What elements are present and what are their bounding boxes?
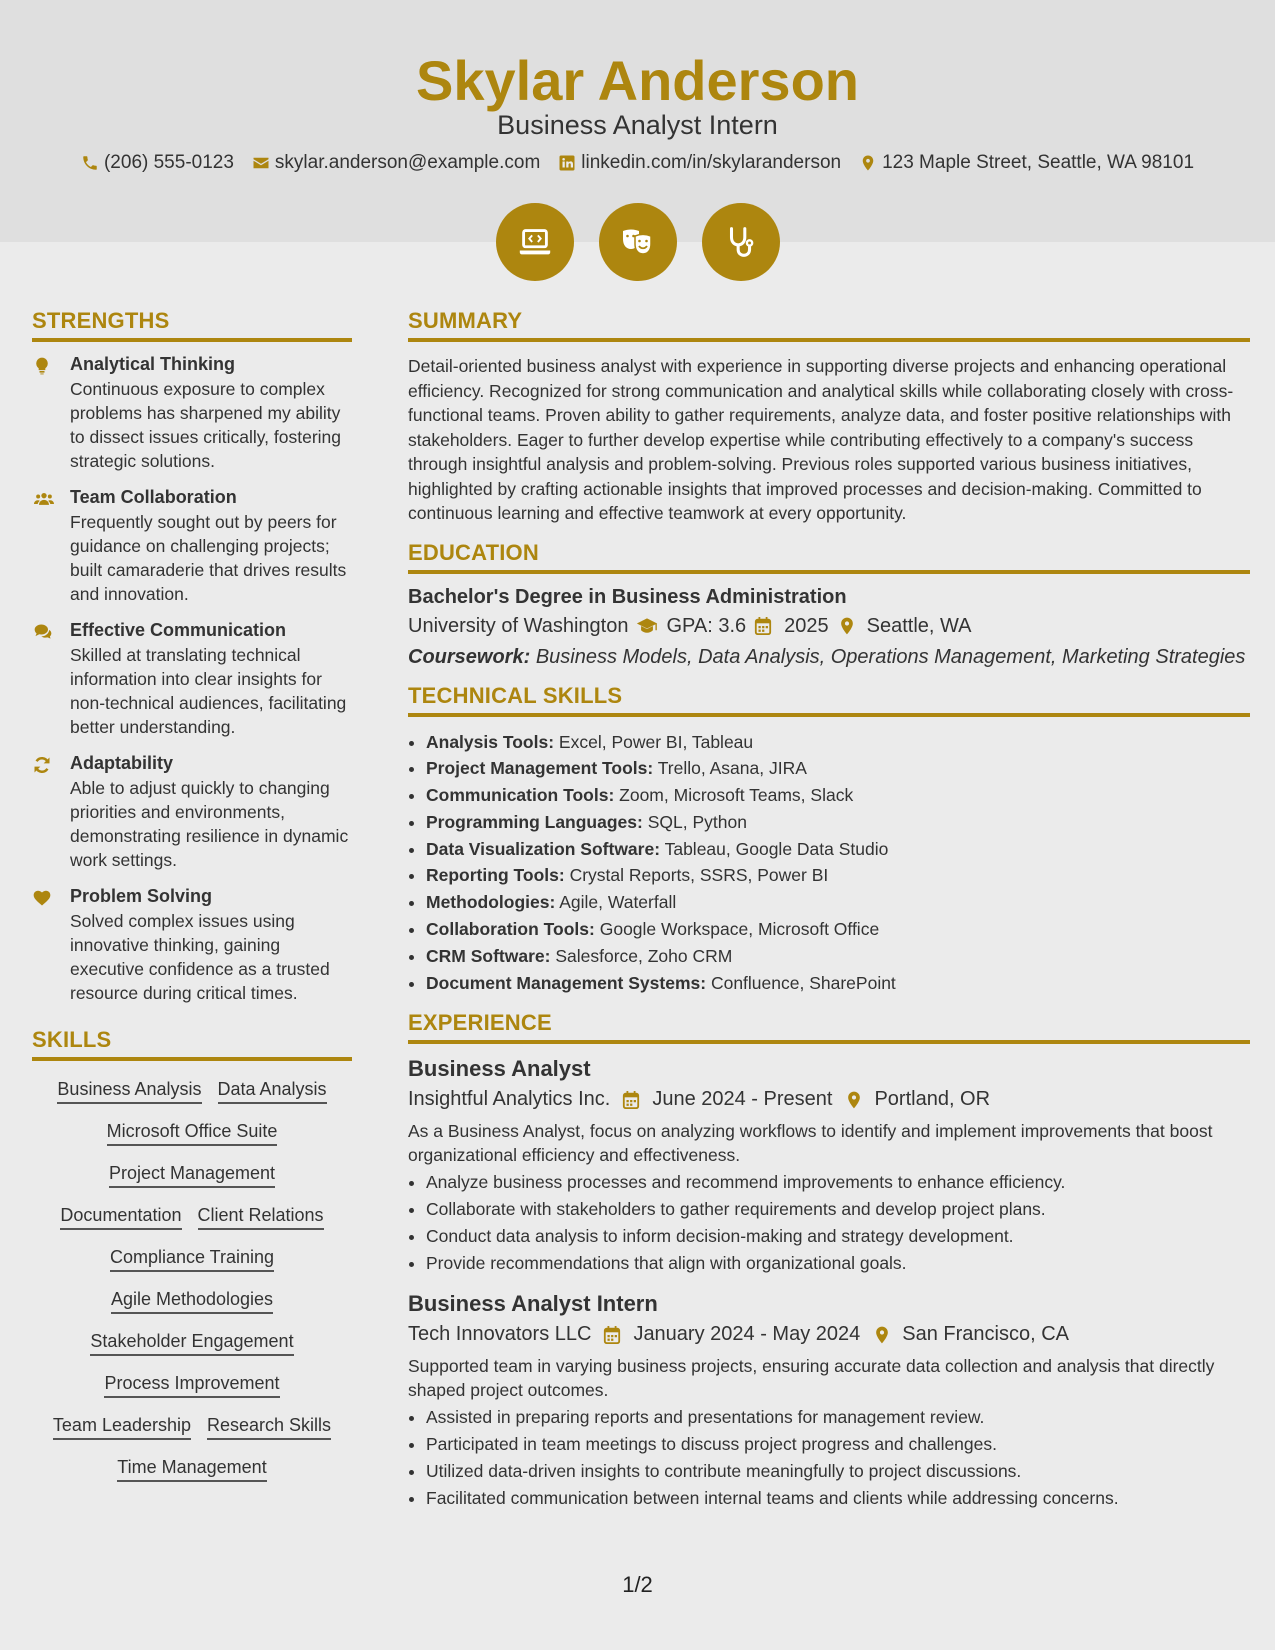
- list-item: • Collaborate with stakeholders to gather requirements and develop project plans.: [426, 1196, 1250, 1223]
- skill-tag: Documentation: [60, 1205, 181, 1230]
- heart-icon: [32, 895, 52, 912]
- skill-tag: Business Analysis: [57, 1079, 201, 1104]
- right-column: [408, 308, 1250, 1526]
- job-location: San Francisco, CA: [902, 1323, 1069, 1346]
- strength-title: Effective Communication: [70, 620, 287, 640]
- map-marker-icon: [859, 154, 877, 172]
- strength-item: [32, 487, 352, 606]
- page-number: 1/2: [622, 1572, 653, 1597]
- email-text: skylar.anderson@example.com: [274, 152, 541, 173]
- lightbulb-icon: [32, 363, 52, 380]
- job-meta: [408, 1088, 1250, 1111]
- strength-item: [32, 886, 352, 1005]
- tech-value: SQL, Python: [647, 811, 747, 832]
- list-item: [426, 943, 1250, 970]
- skill-tag: Agile Methodologies: [111, 1289, 273, 1314]
- tech-label: Methodologies:: [426, 892, 556, 913]
- tech-label: Communication Tools:: [426, 785, 615, 806]
- list-item: [426, 782, 1250, 809]
- strength-title: Problem Solving: [70, 886, 213, 906]
- linkedin-icon: [558, 154, 576, 172]
- summary-heading: SUMMARY: [408, 308, 1250, 342]
- skill-tag: Compliance Training: [110, 1247, 274, 1272]
- skill-tag: Stakeholder Engagement: [90, 1331, 293, 1356]
- strength-desc: Able to adjust quickly to changing priorities and environments, demonstrating resilience in dynamic work settings.: [70, 778, 349, 870]
- list-item: [426, 755, 1250, 782]
- left-column: [32, 308, 352, 1482]
- job-duties: [408, 1169, 1250, 1277]
- calendar-icon: [754, 616, 776, 636]
- job-dates: January 2024 - May 2024: [633, 1323, 861, 1346]
- tech-label: CRM Software:: [426, 945, 551, 966]
- job-entry: [408, 1056, 1250, 1277]
- job-duties: [408, 1404, 1250, 1512]
- phone-text: (206) 555-0123: [103, 152, 234, 173]
- strength-item: [32, 354, 352, 473]
- tech-value: Excel, Power BI, Tableau: [558, 731, 754, 752]
- summary-text: Detail-oriented business analyst with experience in supporting diverse projects and enhancing operational efficiency. Recognized for strong communication and analytical skills while collaborating closely with cross-functional teams. Proven ability to gather requirements, analyze data, and foster positive relationships with stakeholders. Eager to further develop expertise while contributing effectively to a company's success through insightful analysis and problem-solving. Previous roles supported various business initiatives, highlighted by crafting actionable insights that improved processes and decision-making. Committed to continuous learning and effective teamwork at every opportunity.: [408, 356, 1234, 523]
- strength-title: Adaptability: [70, 753, 174, 773]
- list-item: [426, 889, 1250, 916]
- linkedin-text: linkedin.com/in/skylaranderson: [581, 152, 842, 173]
- strength-title: Team Collaboration: [70, 487, 237, 507]
- interest-icons: [0, 203, 1275, 281]
- list-item: [426, 729, 1250, 756]
- list-item: • Conduct data analysis to inform decision-making and strategy development.: [426, 1223, 1250, 1250]
- strength-item: [32, 620, 352, 739]
- job-meta: [408, 1323, 1250, 1346]
- list-item: [426, 836, 1250, 863]
- company-name: Insightful Analytics Inc.: [408, 1088, 611, 1111]
- tech-value: Zoom, Microsoft Teams, Slack: [619, 785, 854, 806]
- skill-tag: Process Improvement: [104, 1373, 279, 1398]
- job-location: Portland, OR: [874, 1088, 991, 1111]
- job-title: Business Analyst Intern: [408, 1291, 658, 1317]
- skill-tag: Time Management: [117, 1457, 266, 1482]
- skill-tag: Research Skills: [207, 1415, 331, 1440]
- education-location: Seattle, WA: [866, 614, 972, 637]
- coursework-label: Coursework:: [408, 645, 531, 668]
- list-item: • Utilized data-driven insights to contribute meaningfully to project discussions.: [426, 1458, 1250, 1485]
- users-icon: [32, 496, 56, 513]
- technical-skills-heading: TECHNICAL SKILLS: [408, 683, 1250, 717]
- list-item: • Assisted in preparing reports and presentations for management review.: [426, 1404, 1250, 1431]
- experience-heading: EXPERIENCE: [408, 1010, 1250, 1044]
- list-item: [426, 862, 1250, 889]
- calendar-icon: [603, 1325, 625, 1345]
- strength-desc: Frequently sought out by peers for guidance on challenging projects; built camaraderie that drives results and innovation.: [70, 512, 347, 604]
- gpa-text: GPA: 3.6: [666, 614, 747, 637]
- tech-label: Project Management Tools:: [426, 758, 654, 779]
- list-item: • Participated in team meetings to discuss project progress and challenges.: [426, 1431, 1250, 1458]
- graduation-year: 2025: [784, 614, 829, 637]
- list-item: • Facilitated communication between internal teams and clients while addressing concerns.: [426, 1485, 1250, 1512]
- tech-label: Data Visualization Software:: [426, 838, 661, 859]
- coursework: [408, 646, 1250, 669]
- skill-tag: Data Analysis: [218, 1079, 327, 1104]
- candidate-role: Business Analyst Intern: [497, 110, 778, 140]
- skills-list: [32, 1079, 352, 1482]
- list-item: • Analyze business processes and recommend improvements to enhance efficiency.: [426, 1169, 1250, 1196]
- contact-bar: [0, 152, 1275, 174]
- strengths-heading: STRENGTHS: [32, 308, 352, 342]
- list-item: [426, 970, 1250, 997]
- tech-value: Agile, Waterfall: [559, 892, 677, 913]
- tech-value: Trello, Asana, JIRA: [657, 758, 807, 779]
- tech-value: Crystal Reports, SSRS, Power BI: [569, 865, 829, 886]
- sync-icon: [32, 762, 52, 779]
- map-marker-icon: [844, 1090, 866, 1110]
- list-item: [426, 916, 1250, 943]
- coursework-list: Business Models, Data Analysis, Operations Management, Marketing Strategies: [535, 645, 1246, 668]
- stethoscope-icon: [702, 203, 780, 281]
- theater-masks-icon: [599, 203, 677, 281]
- company-name: Tech Innovators LLC: [408, 1323, 592, 1346]
- strength-desc: Solved complex issues using innovative thinking, gaining executive confidence as a trusted resource during critical times.: [70, 911, 330, 1003]
- phone-icon: [81, 154, 99, 172]
- graduation-cap-icon: [636, 616, 658, 636]
- job-entry: [408, 1291, 1250, 1512]
- skill-tag: Client Relations: [198, 1205, 324, 1230]
- contact-email[interactable]: [252, 152, 540, 174]
- contact-linkedin[interactable]: [558, 152, 841, 174]
- skill-tag: Project Management: [109, 1163, 275, 1188]
- map-marker-icon: [872, 1325, 894, 1345]
- skill-tag: Team Leadership: [53, 1415, 191, 1440]
- envelope-icon: [252, 154, 270, 172]
- comments-icon: [32, 629, 54, 646]
- strength-item: [32, 753, 352, 872]
- contact-address: [859, 152, 1194, 174]
- tech-value: Confluence, SharePoint: [710, 972, 896, 993]
- tech-value: Tableau, Google Data Studio: [664, 838, 889, 859]
- laptop-code-icon: [496, 203, 574, 281]
- strength-desc: Skilled at translating technical information into clear insights for non-technical audiences, facilitating better understanding.: [70, 645, 347, 737]
- job-description: Supported team in varying business projects, ensuring accurate data collection and analysis that directly shaped project outcomes.: [408, 1356, 1215, 1401]
- degree-title: Bachelor's Degree in Business Administration: [408, 585, 847, 608]
- address-text: 123 Maple Street, Seattle, WA 98101: [882, 152, 1195, 173]
- school-name: University of Washington: [408, 614, 629, 637]
- tech-label: Analysis Tools:: [426, 731, 555, 752]
- list-item: [426, 809, 1250, 836]
- tech-label: Programming Languages:: [426, 811, 643, 832]
- job-description: As a Business Analyst, focus on analyzing workflows to identify and implement improvements that boost organizational efficiency and effectiveness.: [408, 1121, 1213, 1166]
- job-title: Business Analyst: [408, 1056, 591, 1082]
- skills-heading: SKILLS: [32, 1027, 352, 1061]
- education-details: [408, 615, 1250, 638]
- candidate-name: Skylar Anderson: [416, 49, 859, 112]
- strength-desc: Continuous exposure to complex problems has sharpened my ability to dissect issues critically, fostering strategic solutions.: [70, 379, 342, 471]
- tech-label: Document Management Systems:: [426, 972, 707, 993]
- education-heading: EDUCATION: [408, 540, 1250, 574]
- map-marker-icon: [837, 616, 859, 636]
- job-dates: June 2024 - Present: [652, 1088, 833, 1111]
- tech-label: Collaboration Tools:: [426, 919, 595, 940]
- strength-title: Analytical Thinking: [70, 354, 236, 374]
- list-item: • Provide recommendations that align with organizational goals.: [426, 1250, 1250, 1277]
- technical-skills-list: [408, 729, 1250, 997]
- calendar-icon: [622, 1090, 644, 1110]
- skill-tag: Microsoft Office Suite: [107, 1121, 278, 1146]
- contact-phone: [81, 152, 234, 174]
- tech-label: Reporting Tools:: [426, 865, 565, 886]
- tech-value: Salesforce, Zoho CRM: [555, 945, 733, 966]
- tech-value: Google Workspace, Microsoft Office: [599, 919, 880, 940]
